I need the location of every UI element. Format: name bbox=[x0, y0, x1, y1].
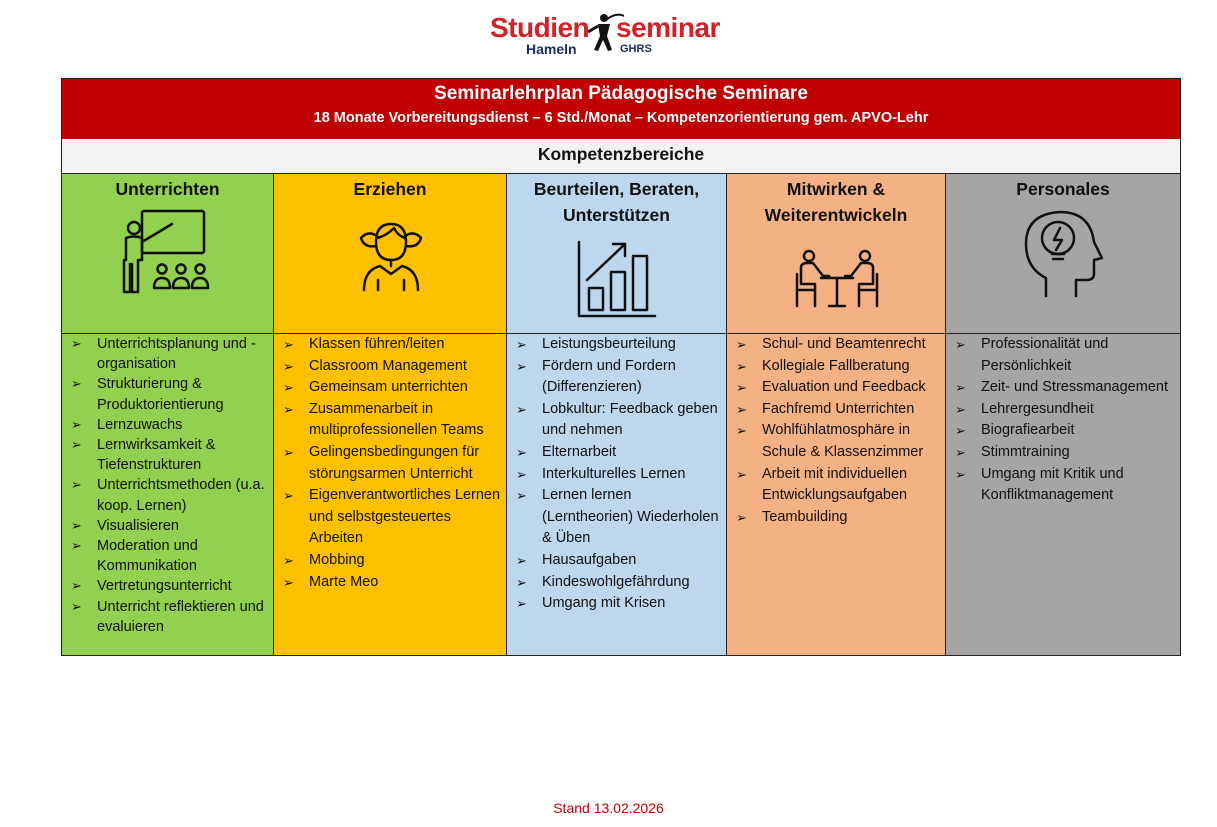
arrow-bullet-icon: ➢ bbox=[955, 466, 966, 482]
list-item: ➢ Moderation und Kommunikation bbox=[71, 538, 198, 575]
logo-word-seminar: seminar bbox=[616, 12, 720, 43]
list-item: ➢ Lobkultur: Feedback geben und nehmen bbox=[516, 400, 718, 439]
list-item: ➢ Strukturierung & Produktorientierung bbox=[71, 376, 224, 413]
arrow-bullet-icon: ➢ bbox=[955, 380, 966, 396]
column-title: Mitwirken & Weiterentwickeln bbox=[764, 179, 908, 225]
column-beurteilen bbox=[507, 174, 727, 655]
studienseminar-logo bbox=[486, 10, 726, 60]
logo-word-studien: Studien bbox=[490, 12, 590, 43]
column-title: Erziehen bbox=[353, 179, 427, 199]
list-item: ➢ Wohlfühlatmosphäre in Schule & Klassenzimmer bbox=[736, 422, 924, 460]
list-item: ➢ Zusammenarbeit in multiprofessionellen Teams bbox=[283, 400, 484, 439]
arrow-bullet-icon: ➢ bbox=[71, 416, 82, 432]
item-list bbox=[727, 334, 945, 528]
list-item: ➢ Unterricht reflektieren und evaluieren bbox=[71, 598, 264, 635]
arrow-bullet-icon: ➢ bbox=[516, 488, 527, 504]
item-list bbox=[507, 334, 726, 615]
arrow-bullet-icon: ➢ bbox=[71, 477, 82, 493]
arrow-bullet-icon: ➢ bbox=[516, 466, 527, 482]
logo-ghrs: GHRS bbox=[620, 43, 652, 55]
arrow-bullet-icon: ➢ bbox=[516, 337, 527, 352]
seminarlehrplan-table bbox=[61, 78, 1181, 656]
column-unterrichten bbox=[62, 174, 274, 655]
list-item: ➢ Stimmtraining bbox=[946, 442, 1176, 464]
list-item: ➢ Kollegiale Fallberatung bbox=[727, 356, 941, 378]
arrow-bullet-icon: ➢ bbox=[283, 401, 294, 417]
list-item: ➢ Mobbing bbox=[274, 550, 502, 572]
arrow-bullet-icon: ➢ bbox=[71, 517, 82, 533]
arrow-bullet-icon: ➢ bbox=[71, 437, 82, 453]
list-item: ➢ Professionalität und Persönlichkeit bbox=[955, 336, 1109, 374]
arrow-bullet-icon: ➢ bbox=[736, 423, 747, 439]
kompetenzbereiche-heading: Kompetenzbereiche bbox=[62, 139, 1180, 174]
list-item: ➢ Lehrergesundheit bbox=[946, 399, 1176, 421]
arrow-bullet-icon: ➢ bbox=[71, 376, 82, 392]
list-item: ➢ Unterrichtsplanung und -organisation bbox=[71, 336, 256, 373]
list-item: ➢ Lernwirksamkeit & Tiefenstrukturen bbox=[71, 437, 216, 474]
list-item: ➢ Lernen lernen (Lerntheorien) Wiederholen & Üben bbox=[516, 487, 719, 547]
column-erziehen bbox=[274, 174, 507, 655]
column-title: Personales bbox=[1016, 179, 1110, 199]
list-item: ➢ Visualisieren bbox=[62, 516, 269, 536]
list-item: ➢ Hausaufgaben bbox=[507, 550, 722, 572]
arrow-bullet-icon: ➢ bbox=[283, 552, 294, 568]
list-item: ➢ Fördern und Fordern (Differenzieren) bbox=[516, 357, 676, 396]
page-title: Seminarlehrplan Pädagogische Seminare bbox=[434, 83, 808, 104]
list-item: ➢ Kindeswohlgefährdung bbox=[507, 572, 722, 594]
list-item: ➢ Arbeit mit individuellen Entwicklungsaufgaben bbox=[736, 465, 908, 504]
list-item: ➢ Vertretungsunterricht bbox=[62, 576, 269, 596]
column-title: Unterrichten bbox=[115, 179, 220, 199]
arrow-bullet-icon: ➢ bbox=[736, 466, 747, 482]
list-item: ➢ Eigenverantwortliches Lernen und selbstgesteuertes Arbeiten bbox=[283, 487, 501, 547]
arrow-bullet-icon: ➢ bbox=[283, 337, 294, 352]
item-list bbox=[62, 334, 273, 637]
list-item: ➢ Marte Meo bbox=[274, 572, 502, 594]
table-header bbox=[62, 79, 1180, 140]
arrow-bullet-icon: ➢ bbox=[71, 336, 82, 351]
arrow-bullet-icon: ➢ bbox=[283, 488, 294, 504]
list-item: ➢ Teambuilding bbox=[727, 507, 941, 529]
arrow-bullet-icon: ➢ bbox=[736, 380, 747, 396]
arrow-bullet-icon: ➢ bbox=[283, 358, 294, 374]
arrow-bullet-icon: ➢ bbox=[955, 444, 966, 460]
list-item: ➢ Unterrichtsmethoden (u.a. koop. Lernen) bbox=[71, 477, 265, 514]
arrow-bullet-icon: ➢ bbox=[736, 358, 747, 374]
list-item: ➢ Umgang mit Krisen bbox=[507, 593, 722, 615]
list-item: ➢ Evaluation und Feedback bbox=[727, 377, 941, 399]
head-lightbulb-icon bbox=[1022, 208, 1104, 300]
list-item: ➢ Fachfremd Unterrichten bbox=[727, 399, 941, 421]
list-item: ➢ Classroom Management bbox=[274, 356, 502, 378]
item-list bbox=[274, 334, 506, 593]
arrow-bullet-icon: ➢ bbox=[955, 337, 966, 352]
item-list bbox=[946, 334, 1180, 507]
teacher-board-icon bbox=[120, 208, 216, 300]
list-item: ➢ Klassen führen/leiten bbox=[274, 334, 502, 356]
list-item: ➢ Umgang mit Kritik und Konfliktmanagement bbox=[955, 465, 1124, 504]
arrow-bullet-icon: ➢ bbox=[71, 538, 82, 554]
arrow-bullet-icon: ➢ bbox=[516, 596, 527, 612]
list-item: ➢ Lernzuwachs bbox=[62, 415, 269, 435]
list-item: ➢ Biografiearbeit bbox=[946, 420, 1176, 442]
arrow-bullet-icon: ➢ bbox=[736, 509, 747, 525]
meeting-table-icon bbox=[793, 248, 881, 310]
arrow-bullet-icon: ➢ bbox=[955, 423, 966, 439]
list-item: ➢ Interkulturelles Lernen bbox=[507, 464, 722, 486]
arrow-bullet-icon: ➢ bbox=[516, 358, 527, 374]
list-item: ➢ Gemeinsam unterrichten bbox=[274, 377, 502, 399]
logo-hameln: Hameln bbox=[526, 41, 577, 57]
arrow-bullet-icon: ➢ bbox=[516, 552, 527, 568]
column-title: Beurteilen, Beraten, Unterstützen bbox=[533, 179, 700, 225]
arrow-bullet-icon: ➢ bbox=[516, 401, 527, 417]
list-item: ➢ Zeit- und Stressmanagement bbox=[946, 377, 1176, 399]
child-icon bbox=[356, 214, 426, 294]
arrow-bullet-icon: ➢ bbox=[736, 401, 747, 417]
page-subtitle: 18 Monate Vorbereitungsdienst – 6 Std./Monat – Kompetenzorientierung gem. APVO-Lehr bbox=[313, 110, 929, 126]
arrow-bullet-icon: ➢ bbox=[955, 401, 966, 417]
arrow-bullet-icon: ➢ bbox=[736, 337, 747, 352]
list-item: ➢ Gelingensbedingungen für störungsarmen Unterricht bbox=[283, 443, 480, 482]
arrow-bullet-icon: ➢ bbox=[71, 598, 82, 614]
list-item: ➢ Leistungsbeurteilung bbox=[507, 334, 722, 356]
growth-chart-icon bbox=[575, 238, 659, 320]
column-mitwirken bbox=[727, 174, 946, 655]
stand-date: Stand 13.02.2026 bbox=[553, 800, 664, 816]
column-personales bbox=[946, 174, 1180, 655]
arrow-bullet-icon: ➢ bbox=[71, 578, 82, 594]
list-item: ➢ Elternarbeit bbox=[507, 442, 722, 464]
arrow-bullet-icon: ➢ bbox=[516, 444, 527, 460]
list-item: ➢ Schul- und Beamtenrecht bbox=[727, 334, 941, 356]
arrow-bullet-icon: ➢ bbox=[516, 574, 527, 590]
arrow-bullet-icon: ➢ bbox=[283, 380, 294, 396]
arrow-bullet-icon: ➢ bbox=[283, 574, 294, 590]
arrow-bullet-icon: ➢ bbox=[283, 444, 294, 460]
